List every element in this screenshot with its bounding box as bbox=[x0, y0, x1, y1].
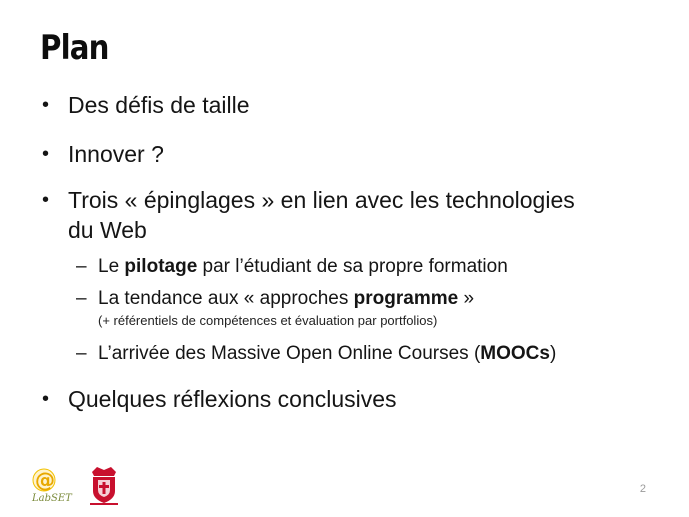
labset-at-symbol: @ bbox=[35, 468, 55, 492]
bullet-dot: • bbox=[42, 94, 50, 116]
bullet-text-line1: Trois « épinglages » en lien avec les technologies bbox=[68, 187, 575, 213]
bullet-dot: • bbox=[42, 388, 50, 410]
labset-logo-text: LabSET bbox=[32, 493, 72, 504]
bullet-dot: • bbox=[42, 189, 50, 211]
sub-text-part: La tendance aux « approches bbox=[98, 288, 354, 309]
sub-item-note: (+ référentiels de compétences et évaluation par portfolios) bbox=[98, 313, 438, 328]
sub-item-text bbox=[98, 255, 508, 279]
sub-dash: – bbox=[76, 288, 87, 309]
sub-text-part: par l’étudiant de sa propre formation bbox=[197, 256, 508, 277]
bullet-text: Quelques réflexions conclusives bbox=[68, 386, 397, 412]
bullet-dot: • bbox=[42, 143, 50, 165]
university-seal-logo bbox=[86, 464, 122, 506]
sub-dash: – bbox=[76, 343, 87, 364]
sub-item-text bbox=[98, 342, 556, 366]
page-number: 2 bbox=[639, 483, 646, 495]
sub-text-part: L’arrivée des Massive Open Online Courses ( bbox=[98, 343, 481, 364]
slide-title: Plan bbox=[40, 28, 109, 68]
sub-text-part: Le bbox=[98, 256, 125, 277]
bullet-text: Des défis de taille bbox=[68, 92, 250, 118]
sub-dash: – bbox=[76, 256, 87, 277]
bullet-text-line2: du Web bbox=[68, 217, 147, 243]
sub-text-part: ) bbox=[549, 343, 557, 364]
bullet-text: Innover ? bbox=[68, 141, 164, 167]
sub-text-bold: pilotage bbox=[124, 256, 198, 277]
sub-text-bold: MOOCs bbox=[480, 343, 550, 364]
sub-text-bold: programme bbox=[353, 288, 459, 309]
labset-logo bbox=[30, 466, 74, 504]
sub-text-part: » bbox=[458, 288, 475, 309]
sub-item-text bbox=[98, 287, 474, 311]
